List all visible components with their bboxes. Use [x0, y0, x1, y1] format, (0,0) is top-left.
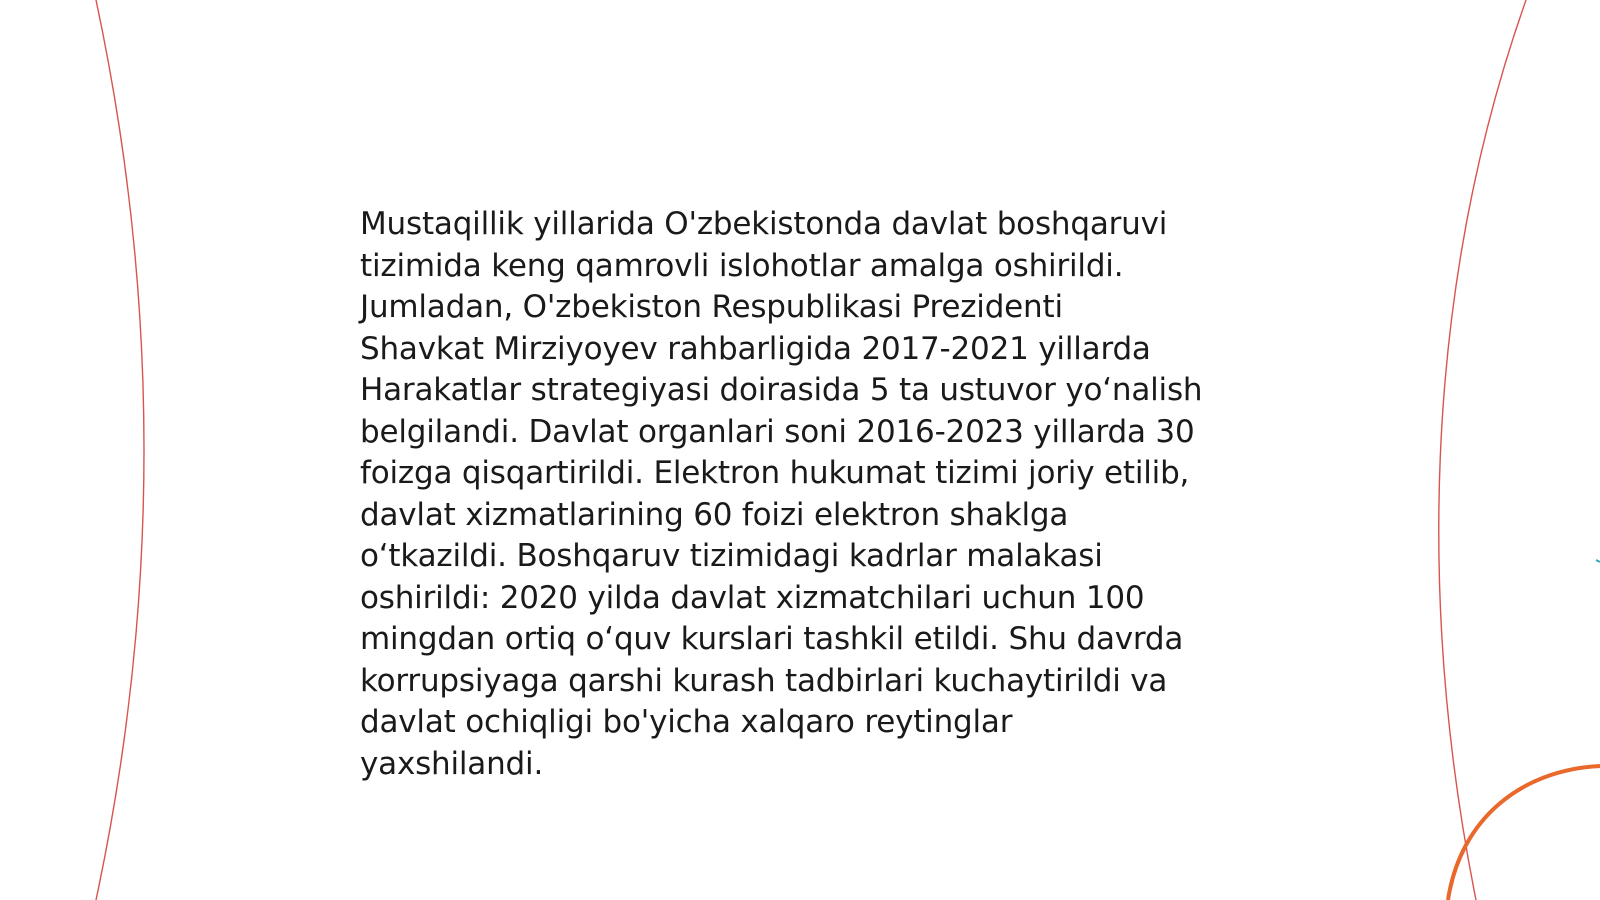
- body-line: korrupsiyaga qarshi kurash tadbirlari kuchaytirildi va: [360, 662, 1168, 699]
- body-line: yaxshilandi.: [360, 745, 544, 782]
- body-paragraph: [360, 204, 1260, 785]
- body-line: Shavkat Mirziyoyev rahbarligida 2017-2021 yillarda: [360, 330, 1151, 367]
- body-line: davlat xizmatlarining 60 foizi elektron shaklga: [360, 496, 1069, 533]
- body-line: Mustaqillik yillarida O'zbekistonda davlat boshqaruvi: [360, 206, 1168, 242]
- edge-mark: [1596, 560, 1600, 562]
- body-line: davlat ochiqligi bo'yicha xalqaro reytinglar: [360, 704, 1013, 740]
- body-line: Jumladan, O'zbekiston Respublikasi Prezidenti: [360, 289, 1063, 325]
- body-line: belgilandi. Davlat organlari soni 2016-2023 yillarda 30: [360, 413, 1195, 450]
- left-curve-line: [96, 0, 144, 900]
- body-line: o‘tkazildi. Boshqaruv tizimidagi kadrlar malakasi: [360, 538, 1103, 574]
- body-line: Harakatlar strategiyasi doirasida 5 ta ustuvor yo‘nalish: [360, 372, 1203, 408]
- right-curve-line: [1439, 0, 1526, 900]
- body-line: tizimida keng qamrovli islohotlar amalga oshirildi.: [360, 247, 1124, 284]
- body-line: foizga qisqartirildi. Elektron hukumat tizimi joriy etilib,: [360, 455, 1190, 491]
- accent-arc: [1448, 766, 1600, 900]
- body-line: mingdan ortiq o‘quv kurslari tashkil etildi. Shu davrda: [360, 621, 1184, 657]
- body-line: oshirildi: 2020 yilda davlat xizmatchilari uchun 100: [360, 579, 1145, 616]
